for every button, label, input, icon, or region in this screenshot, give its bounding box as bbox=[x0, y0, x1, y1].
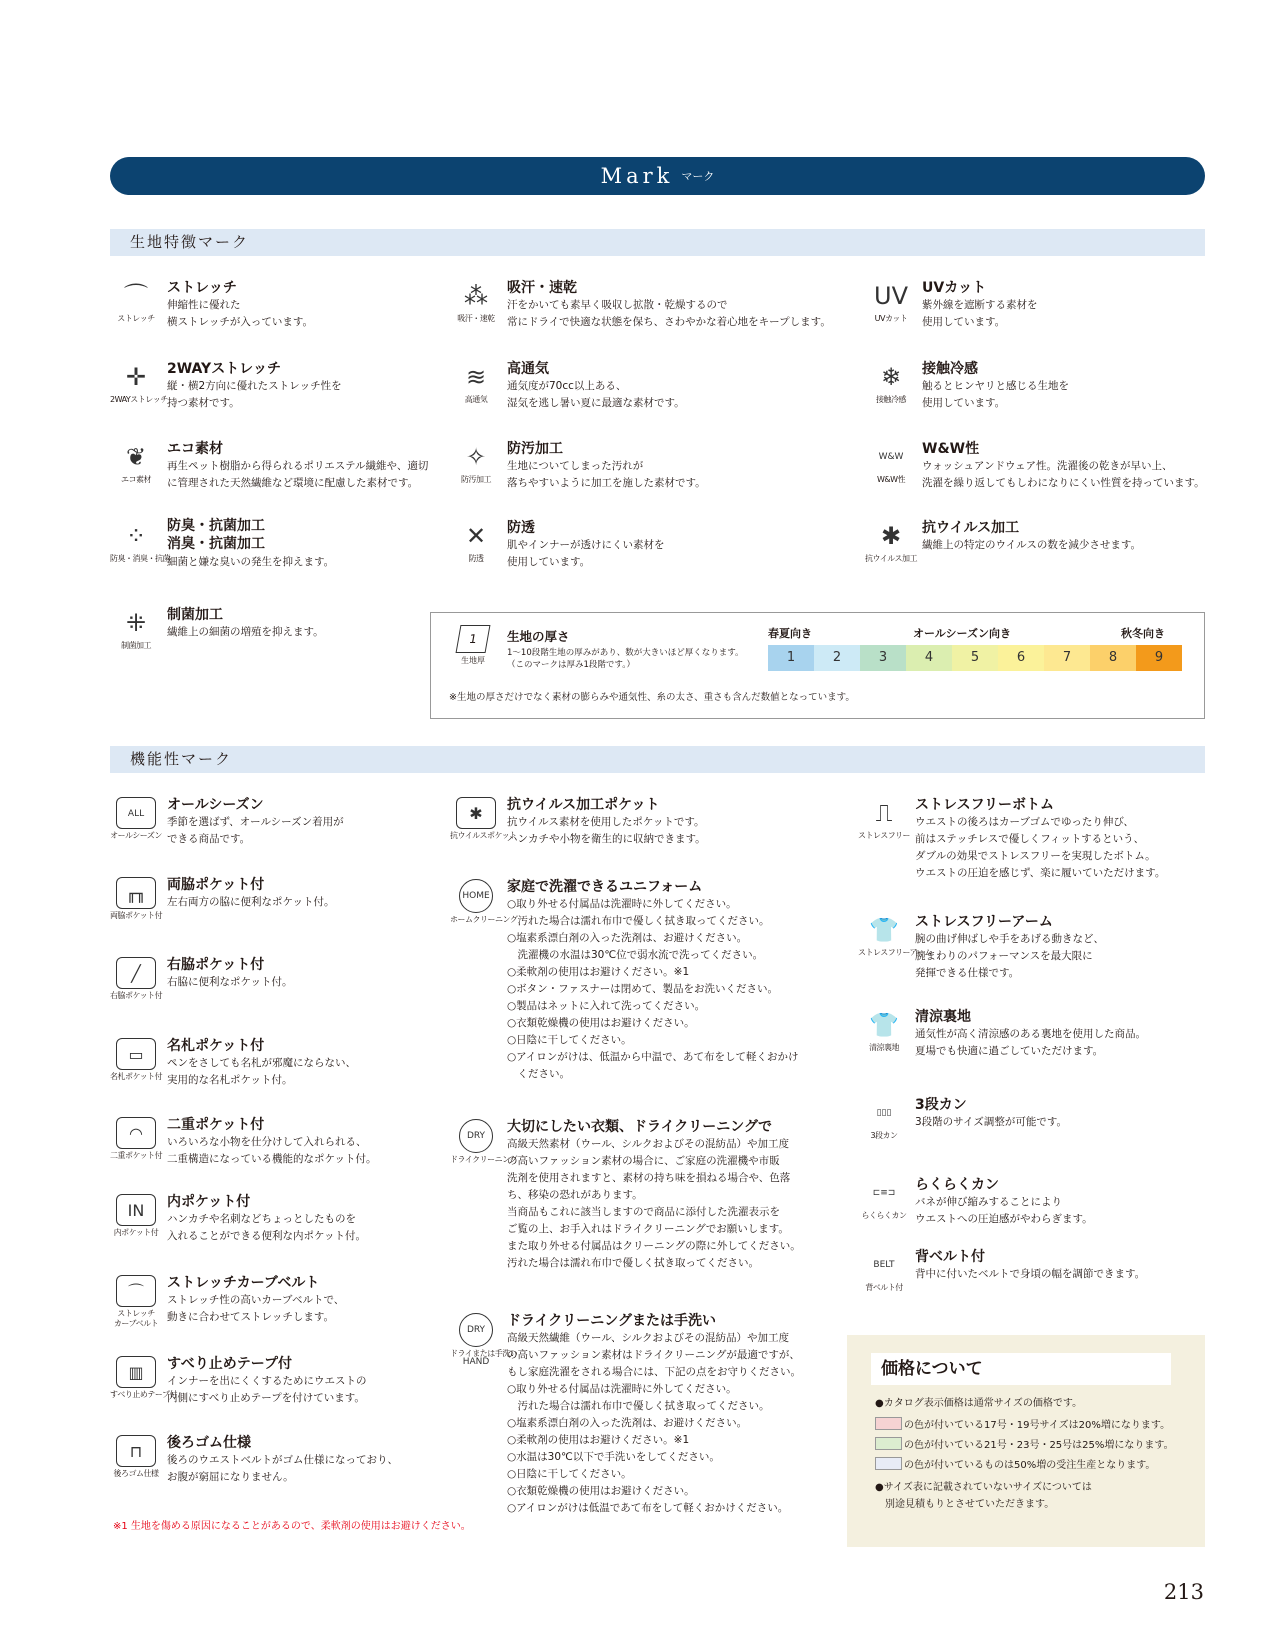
antibacterial-icon: ⁜ 制菌加工 bbox=[121, 609, 151, 650]
mark-desc: 縦・横2方向に優れたストレッチ性を 持つ素材です。 bbox=[167, 380, 342, 409]
mark-desc: 通気度が70cc以上ある、 湿気を逃し暑い夏に最適な素材です。 bbox=[507, 380, 685, 409]
home-cleaning-icon: HOME ホームクリーニング bbox=[450, 879, 502, 925]
page-number: 213 bbox=[1163, 1580, 1204, 1604]
mark-desc: 3段階のサイズ調整が可能です。 bbox=[915, 1116, 1067, 1128]
price-swatch-row-3: の色が付いているものは50%増の受注生産となります。 bbox=[875, 1457, 1155, 1473]
mark-title: 制菌加工 bbox=[167, 607, 223, 623]
stress-free-arm-icon: 👕 ストレスフリーアーム bbox=[858, 916, 932, 957]
mark-desc: 肌やインナーが透けにくい素材を 使用しています。 bbox=[507, 539, 665, 568]
mark-desc: 再生ペット樹脂から得られるポリエステル繊維や、適切 に管理された天然繊維など環境に配慮した素材です。 bbox=[167, 460, 429, 489]
mark-title: 大切にしたい衣類、ドライクリーニングで bbox=[507, 1119, 773, 1135]
mark-banner bbox=[110, 157, 1205, 195]
breathable-icon: ≋ 高通気 bbox=[464, 363, 488, 404]
mark-title: 3段カン bbox=[915, 1097, 967, 1113]
mark-title: 清涼裏地 bbox=[915, 1009, 971, 1025]
thickness-box bbox=[430, 612, 1205, 719]
mark-title: 後ろゴム仕様 bbox=[167, 1435, 251, 1451]
mark-title: 抗ウイルス加工 bbox=[922, 520, 1020, 536]
all-season-icon: ALL オールシーズン bbox=[110, 797, 162, 841]
mark-title: すべり止めテープ付 bbox=[167, 1356, 293, 1372]
mark-title: 防透 bbox=[507, 520, 535, 536]
thickness-title: 生地の厚さ bbox=[507, 629, 570, 644]
banner-title-jp: マーク bbox=[681, 170, 715, 183]
mark-title: 家庭で洗濯できるユニフォーム bbox=[507, 879, 703, 895]
mark-desc: ペンをさしても名札が邪魔にならない、 実用的な名札ポケット付。 bbox=[167, 1057, 356, 1086]
dry-or-hand-wash-icon: DRY HAND ドライまたは手洗い bbox=[450, 1313, 502, 1359]
double-pocket-icon: ◠ 二重ポケット付 bbox=[110, 1117, 162, 1161]
thickness-icon: 1 生地厚 bbox=[453, 625, 493, 666]
mark-desc: 高級天然素材（ウール、シルクおよびその混紡品）や加工度 の高いファッション素材の場合に、ご家庭の洗濯機や市販 洗剤を使用されますと、素材の持ち味を損ねる場合や、色落 ち、移染の恐れがあります。 当商品もこれに該当しますので商品に添付した洗濯表示を ご覧の上、お手入れはドライクリーニングでお願いします。 また取り外せる付属品はクリーニングの際に外してください。 汚れた場合は濡れ布巾で優しく拭き取ってください。 bbox=[507, 1138, 801, 1269]
mark-desc: いろいろな小物を仕分けして入れられる、 二重構造になっている機能的なポケット付。 bbox=[167, 1136, 377, 1165]
mark-title: ストレスフリーボトム bbox=[915, 797, 1055, 813]
mark-desc: 繊維上の特定のウイルスの数を減少させます。 bbox=[922, 539, 1142, 551]
price-line-1: ●カタログ表示価格は通常サイズの価格です。 bbox=[875, 1398, 1083, 1409]
inner-pocket-icon: IN 内ポケット付 bbox=[110, 1194, 162, 1238]
stretch-icon: ⌒ ストレッチ bbox=[117, 282, 155, 323]
dry-cleaning-icon: DRY ドライクリーニング bbox=[450, 1119, 502, 1165]
label-spring-summer: 春夏向き bbox=[768, 627, 812, 640]
mark-desc: 汗をかいても素早く吸収し拡散・乾燥するので 常にドライで快適な状態を保ち、さわやかな着心地をキープします。 bbox=[507, 299, 831, 328]
swatch-blue bbox=[875, 1457, 902, 1470]
thickness-step: 7 bbox=[1044, 645, 1090, 671]
price-swatch-row-2: の色が付いている21号・23号・25号は25%増になります。 bbox=[875, 1437, 1174, 1453]
thickness-note: ※生地の厚さだけでなく素材の膨らみや通気性、糸の太さ、重さも含んだ数値となっています。 bbox=[449, 692, 855, 703]
price-swatch-row-1: の色が付いている17号・19号サイズは20%増になります。 bbox=[875, 1417, 1170, 1433]
mark-title: 防汚加工 bbox=[507, 441, 563, 457]
thickness-icon-caption: 生地厚 bbox=[461, 656, 485, 665]
see-through-icon: ✕ 防透 bbox=[465, 522, 487, 563]
mark-desc: 腕の曲げ伸ばしや手をあげる動きなど、 腕まわりのパフォーマンスを最大限に 発揮できる仕様です。 bbox=[915, 933, 1104, 979]
mark-title: ストレッチカーブベルト bbox=[167, 1275, 320, 1291]
price-title: 価格について bbox=[871, 1353, 1171, 1385]
footnote: ※1 生地を傷める原因になることがあるので、柔軟剤の使用はお避けください。 bbox=[113, 1521, 471, 1532]
mark-desc: 伸縮性に優れた 横ストレッチが入っています。 bbox=[167, 299, 314, 328]
mark-desc: ハンカチや名刺などちょっとしたものを 入れることができる便利な内ポケット付。 bbox=[167, 1213, 366, 1242]
mark-title: エコ素材 bbox=[167, 441, 223, 457]
mark-title: 内ポケット付 bbox=[167, 1194, 251, 1210]
both-side-pocket-icon: ╓╖ 両脇ポケット付 bbox=[110, 877, 162, 921]
mark-desc: ○取り外せる付属品は洗濯時に外してください。 汚れた場合は濡れ布巾で優しく拭き取ってください。 ○塩素系漂白剤の入った洗剤は、お避けください。 洗濯機の水温は30℃位で弱水流で洗ってください。 ○柔軟剤の使用はお避けください。※1 ○ボタン・ファスナーは閉めて、製品をお洗いください。 ○製品はネットに入れて洗ってください。 ○衣類乾燥機の使用はお避けください。 ○日陰に干してください。 ○アイロンがけは、低温から中温で、あて布をして軽くおかけ ください。 bbox=[507, 898, 799, 1080]
mark-desc: 抗ウイルス素材を使用したポケットです。 ハンカチや小物を衛生的に収納できます。 bbox=[507, 816, 706, 845]
contact-cool-icon: ❄ 接触冷感 bbox=[876, 363, 906, 404]
three-step-adjuster-icon: ▯▯▯ 3段カン bbox=[870, 1108, 898, 1140]
mark-desc: 背中に付いたベルトで身頃の幅を調節できます。 bbox=[915, 1268, 1146, 1280]
sweat-absorb-icon: ⁂ 吸汗・速乾 bbox=[457, 282, 495, 323]
mark-title: 高通気 bbox=[507, 361, 549, 377]
function-section-header: 機能性マーク bbox=[110, 746, 1205, 773]
mark-desc: 生地についてしまった汚れが 落ちやすいように加工を施した素材です。 bbox=[507, 460, 706, 489]
mark-desc: 右脇に便利なポケット付。 bbox=[167, 976, 293, 988]
mark-desc: 通気性が高く清涼感のある裏地を使用した商品。 夏場でも快適に過ごしていただけます。 bbox=[915, 1028, 1146, 1057]
mark-title: ストレスフリーアーム bbox=[915, 914, 1053, 930]
swatch-pink bbox=[875, 1417, 902, 1430]
mark-desc: 季節を選ばず、オールシーズン着用が できる商品です。 bbox=[167, 816, 344, 845]
fabric-section-header: 生地特徴マーク bbox=[110, 229, 1205, 256]
thickness-step: 2 bbox=[814, 645, 860, 671]
right-side-pocket-icon: ╱ 右脇ポケット付 bbox=[110, 957, 162, 1001]
mark-title: 二重ポケット付 bbox=[167, 1117, 265, 1133]
mark-title: 両脇ポケット付 bbox=[167, 877, 265, 893]
uv-cut-icon: UV UVカット bbox=[874, 282, 908, 323]
thickness-step: 8 bbox=[1090, 645, 1136, 671]
stress-free-bottom-icon: ⎍ ストレスフリー bbox=[858, 799, 910, 840]
back-elastic-icon: ⊓ 後ろゴム仕様 bbox=[110, 1435, 162, 1479]
mark-title: 2WAYストレッチ bbox=[167, 361, 282, 377]
deodorant-icon: ⁘ 防臭・消臭・抗菌 bbox=[110, 522, 170, 563]
mark-title: 防臭・抗菌加工 消臭・抗菌加工 bbox=[167, 518, 265, 552]
antivirus-pocket-icon: ✱ 抗ウイルスポケット bbox=[450, 797, 502, 841]
mark-desc: ウエストの後ろはカーブゴムでゆったり伸び、 前はステッチレスで優しくフィットするという、 ダブルの効果でストレスフリーを実現したボトム。 ウエストの圧迫を感じず、楽に履いていただけます。 bbox=[915, 816, 1166, 879]
thickness-step: 6 bbox=[998, 645, 1044, 671]
back-belt-icon: BELT 背ベルト付 bbox=[865, 1260, 903, 1292]
mark-title: 抗ウイルス加工ポケット bbox=[507, 797, 660, 813]
banner-title-en: Mark bbox=[600, 164, 674, 188]
mark-desc: ストレッチ性の高いカーブベルトで、 動きに合わせてストレッチします。 bbox=[167, 1294, 345, 1323]
label-autumn-winter: 秋冬向き bbox=[1121, 627, 1165, 640]
mark-title: ストレッチ bbox=[167, 280, 237, 296]
mark-desc: ウォッシュアンドウェア性。洗濯後の乾きが早い上、 洗濯を繰り返してもしわになりにくい性質を持っています。 bbox=[922, 460, 1205, 489]
mark-title: 吸汗・速乾 bbox=[507, 280, 577, 296]
label-all-season: オールシーズン向き bbox=[913, 627, 1011, 640]
mark-desc: 触るとヒンヤリと感じる生地を 使用しています。 bbox=[922, 380, 1069, 409]
mark-title: UVカット bbox=[922, 280, 987, 296]
mark-title: 右脇ポケット付 bbox=[167, 957, 265, 973]
name-tag-pocket-icon: ▭ 名札ポケット付 bbox=[110, 1038, 162, 1082]
stain-resist-icon: ✧ 防汚加工 bbox=[461, 443, 491, 484]
mark-title: ドライクリーニングまたは手洗い bbox=[507, 1313, 717, 1329]
mark-desc: 紫外線を遮断する素材を 使用しています。 bbox=[922, 299, 1038, 328]
two-way-stretch-icon: ✛ 2WAYストレッチ bbox=[110, 363, 168, 404]
mark-title: 接触冷感 bbox=[922, 361, 978, 377]
swatch-green bbox=[875, 1437, 902, 1450]
stretch-curve-belt-icon: ⌒ ストレッチ カーブベルト bbox=[110, 1275, 162, 1329]
thickness-step: 9 bbox=[1136, 645, 1182, 671]
mark-desc: 細菌と嫌な臭いの発生を抑えます。 bbox=[167, 556, 335, 568]
mark-desc: 高級天然繊維（ウール、シルクおよびその混紡品）や加工度 の高いファッション素材はドライクリーニングが最適ですが、 もし家庭洗濯をされる場合には、下記の点をお守りください。 ○取り外せる付属品は洗濯時に外してください。 汚れた場合は濡れ布巾で優しく拭き取ってください。 ○塩素系漂白剤の入った洗剤は、お避けください。 ○柔軟剤の使用はお避けください。※1 ○水温は30℃以下で手洗いをしてください。 ○日陰に干してください。 ○衣類乾燥機の使用はお避けください。 ○アイロンがけは低温であて布をして軽くおかけください。 bbox=[507, 1332, 801, 1514]
thickness-step: 3 bbox=[860, 645, 906, 671]
mark-desc: 左右両方の脇に便利なポケット付。 bbox=[167, 896, 335, 908]
mark-title: 名札ポケット付 bbox=[167, 1038, 265, 1054]
thickness-scale bbox=[768, 645, 1182, 671]
mark-title: 背ベルト付 bbox=[915, 1249, 985, 1265]
mark-title: オールシーズン bbox=[167, 797, 264, 813]
cool-lining-icon: 👕 清涼裏地 bbox=[869, 1011, 899, 1052]
non-slip-tape-icon: ▥ すべり止めテープ付 bbox=[110, 1356, 162, 1400]
mark-desc: バネが伸び縮みすることにより ウエストへの圧迫感がやわらぎます。 bbox=[915, 1196, 1093, 1225]
thickness-desc: 1～10段階生地の厚みがあり、数が大きいほど厚くなります。 （このマークは厚み1段階です。） bbox=[507, 648, 744, 670]
wash-wear-icon: W&W W&W性 bbox=[876, 452, 906, 484]
easy-adjuster-icon: ⊏≡⊐ らくらくカン bbox=[861, 1188, 907, 1220]
mark-title: W&W性 bbox=[922, 441, 980, 457]
mark-desc: インナーを出にくくするためにウエストの 内側にすべり止めテープを付けています。 bbox=[167, 1375, 367, 1404]
antivirus-icon: ✱ 抗ウイルス加工 bbox=[865, 522, 918, 563]
eco-icon: ❦ エコ素材 bbox=[121, 443, 151, 484]
mark-desc: 繊維上の細菌の増殖を抑えます。 bbox=[167, 626, 324, 638]
thickness-step: 4 bbox=[906, 645, 952, 671]
mark-title: らくらくカン bbox=[915, 1177, 999, 1193]
price-line-2: ●サイズ表に記載されていないサイズについては 別途見積もりとさせていただきます。 bbox=[875, 1482, 1092, 1510]
price-info-box bbox=[847, 1335, 1205, 1547]
thickness-step: 1 bbox=[768, 645, 814, 671]
thickness-step: 5 bbox=[952, 645, 998, 671]
mark-desc: 後ろのウエストベルトがゴム仕様になっており、 お腹が窮屈になりません。 bbox=[167, 1454, 398, 1483]
